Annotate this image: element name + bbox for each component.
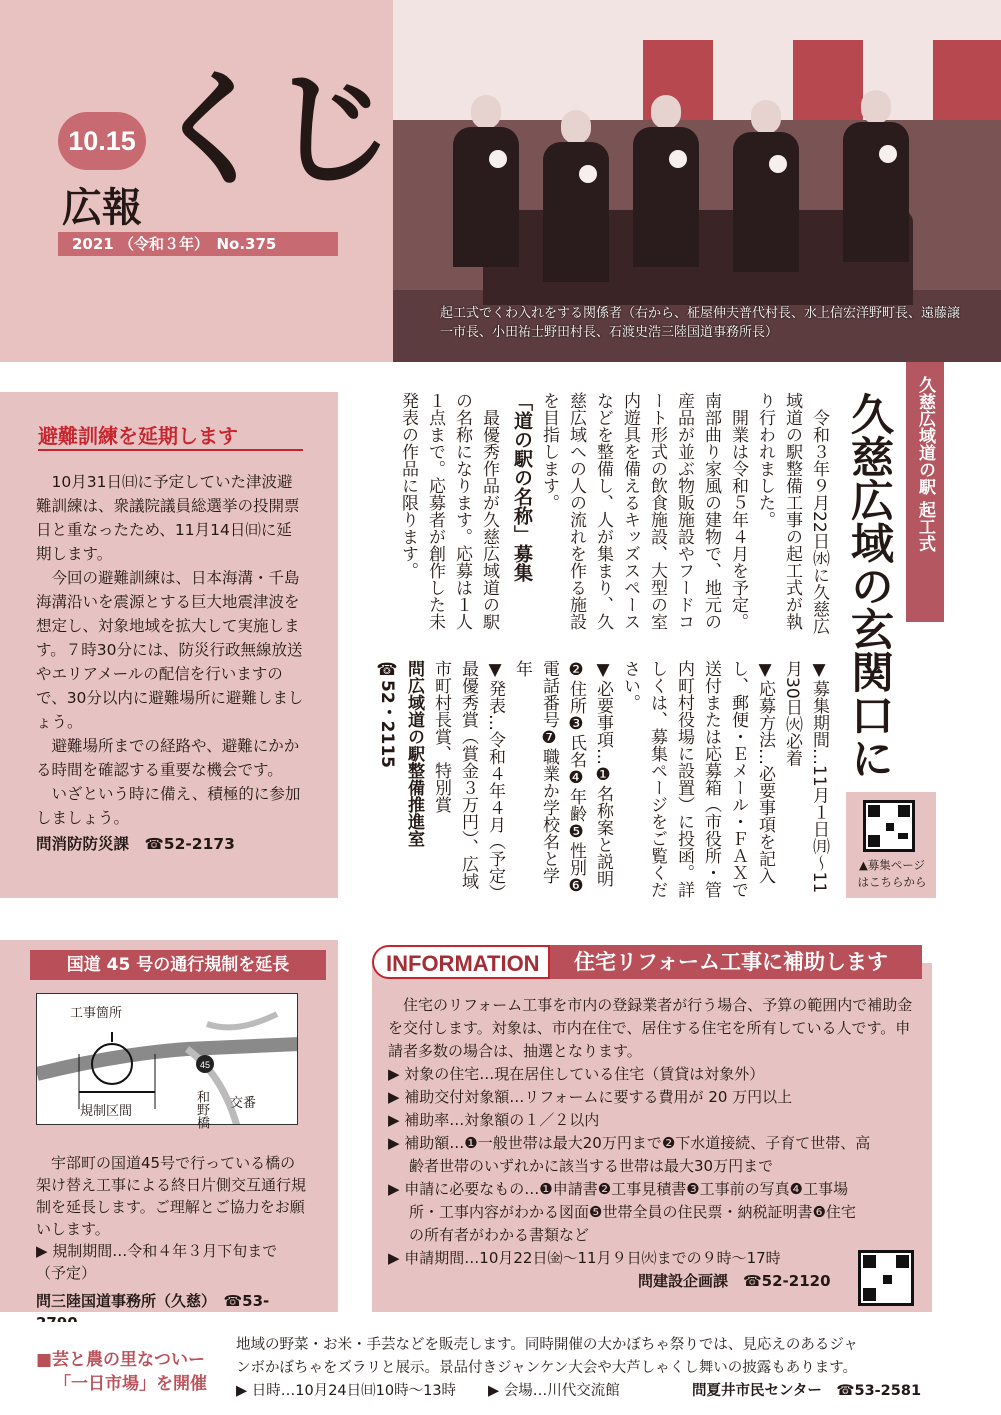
michinoeki-method: ▼応募方法…必要事項を記入し、郵便・Ｅメール・ＦＡＸで送付または応募箱（市役所・管内町村役場に設置）に投函。詳しくは、募集ページをご覧ください。 [620, 660, 775, 898]
qr-caption-line1: ▲募集ページ [858, 858, 926, 872]
footer-body [236, 1334, 976, 1403]
info-body [388, 994, 918, 1293]
map-label-section: 規制区間 [80, 1104, 133, 1119]
info-l5a: ▶ 申請に必要なもの…❶申請書❷工事見積書❸工事前の写真❹工事場 [388, 1180, 849, 1198]
evac-body [36, 470, 306, 856]
issue-date-badge: 10.15 [58, 112, 146, 170]
masthead-title: くじ [150, 58, 388, 203]
qr-caption-line2: はこちらから [857, 875, 927, 889]
evac-p1: 10月31日㈰に予定していた津波避難訓練は、衆議院議員総選挙の投開票日と重なったため、11月14日㈰に延期します。 [36, 473, 300, 563]
road-desc: 宇部町の国道45号で行っている橋の架け替え工事による終日片側交互通行規制を延長します。ご理解とご協力をお願いします。 [36, 1154, 307, 1238]
info-l2: ▶ 補助交付対象額…リフォームに要する費用が 20 万円以上 [388, 1088, 793, 1106]
michinoeki-sidebar: 久慈広域道の駅 起工式 [906, 362, 944, 622]
route-45-label: 45 [199, 1060, 211, 1070]
michinoeki-plan: 開業は令和５年４月を予定。南部曲り家風の建物で、地元の産品が並ぶ物販施設やフードコート形式の飲食施設、大型の室内遊具を備えるキッズスペースなどを整備し、人が集まり、久慈広域への人の流れを作る施設を目指します。 [539, 392, 748, 630]
footer-line2: ンボかぼちゃをズラリと展示。景品付きジャンケン大会や大芦しゃくし舞いの披露もあります。 [236, 1360, 858, 1376]
michinoeki-announce: ▼発表…令和４年４月（予定）最優秀賞（賞金３万円）、広域市町村長賞、特別賞 [431, 660, 505, 893]
photo-caption: 起工式でくわ入れをする関係者（右から、柾屋伸夫普代村長、水上信宏洋野町長、遠藤譲一市長、小田祐士野田村長、石渡史浩三陸国道事務所長） [440, 306, 961, 340]
footer-title-2: 「一日市場」を開催 [54, 1374, 207, 1394]
info-l4b: 齢者世帯のいずれかに該当する世帯は最大30万円まで [409, 1157, 774, 1175]
info-intro: 住宅のリフォーム工事を市内の登録業者が行う場合、予算の範囲内で補助金を交付します。対象は、市内在住で、居住する住宅を所有している人です。申請者多数の場合は、抽選となります。 [388, 996, 913, 1060]
masthead-subtitle: 広報 [62, 185, 142, 231]
michinoeki-lower [372, 660, 832, 900]
michinoeki-sub: 「道の駅の名称」募集 [511, 392, 533, 582]
footer-title [36, 1348, 207, 1396]
map-label-koban: 交番 [230, 1096, 257, 1111]
footer-when: ▶ 日時…10月24日㈰10時〜13時 [236, 1383, 457, 1399]
evac-p3: 避難場所までの経路や、避難にかかる時間を確認する重要な機会です。 [36, 737, 300, 779]
qr-code-icon[interactable] [858, 1250, 914, 1306]
michinoeki-intro: 令和３年９月22日㈬に久慈広域道の駅整備工事の起工式が執り行われました。 [755, 392, 829, 635]
info-contact: 問建設企画課 ☎52-2120 [638, 1272, 831, 1290]
footer-title-1: ■芸と農の里なついー [36, 1350, 206, 1370]
info-l4a: ▶ 補助額…❶一般世帯は最大20万円まで❷下水道接続、子育て世帯、高 [388, 1134, 871, 1152]
info-l1: ▶ 対象の住宅…現在居住している住宅（賃貸は対象外） [388, 1065, 765, 1083]
road-period: ▶ 規制期間…令和４年３月下旬まで（予定） [36, 1242, 278, 1282]
footer-line1: 地域の野菜・お米・手芸などを販売します。同時開催の大かぼちゃ祭りでは、見応えのあるジャ [236, 1337, 859, 1353]
evac-p2: 今回の避難訓練は、日本海溝・千島海溝沿いを震源とする巨大地震津波を想定し、対象地域を拡大して実施します。７時30分には、防災行政無線放送やエリアメールの配信を行いますので、30分以内に避難場所に避難しましょう。 [36, 569, 304, 731]
michinoeki-upper [372, 392, 832, 637]
qr-caption [848, 857, 936, 891]
map-label-bridge: 和野橋 [194, 1090, 209, 1129]
road-title: 国道 45 号の通行規制を延長 [30, 950, 326, 980]
evac-contact: 問消防防災課 ☎52-2173 [36, 835, 235, 853]
evac-title: 避難訓練を延期します [38, 420, 303, 451]
road-body [36, 1152, 306, 1334]
michinoeki-items: ▼必要事項…❶名称案と説明❷住所❸氏名❹年齢❺性別❻電話番号❼職業か学校名と学年 [512, 660, 613, 896]
info-l3: ▶ 補助率…対象額の１／２以内 [388, 1111, 600, 1129]
info-title: 住宅リフォーム工事に補助します [550, 945, 922, 979]
michinoeki-rules: 最優秀作品が久慈広域道の駅の名称になります。応募は１人１点まで。応募者が創作した未発表の作品に限ります。 [398, 392, 499, 630]
footer-contact: 問夏井市民センター ☎53-2581 [692, 1383, 922, 1399]
road-contact: 問三陸国道事務所（久慈） ☎53- [36, 1292, 270, 1310]
michinoeki-period: ▼募集期間…11月１日㈪〜11月30日㈫必着 [782, 660, 829, 894]
map-label-site: 工事箇所 [70, 1002, 122, 1021]
info-tag: INFORMATION [372, 945, 550, 979]
michinoeki-headline: 久慈広域の玄関口に [844, 392, 894, 779]
info-l5c: の所有者がわかる書類など [409, 1226, 590, 1244]
michinoeki-contact: 問広域道の駅整備推進室 ☎52・2115 [377, 660, 424, 864]
footer-where: ▶ 会場…川代交流館 [488, 1383, 620, 1399]
info-l5b: 所・工事内容がわかる図面❺世帯全員の住民票・納税証明書❻住宅 [409, 1203, 856, 1221]
qr-code-icon[interactable] [863, 800, 915, 852]
info-l6: ▶ 申請期間…10月22日㈮〜11月９日㈫までの９時〜17時 [388, 1249, 781, 1267]
evac-p4: いざという時に備え、積極的に参加しましょう。 [36, 785, 301, 827]
issue-number: 2021 （令和３年） No.375 [58, 232, 338, 256]
